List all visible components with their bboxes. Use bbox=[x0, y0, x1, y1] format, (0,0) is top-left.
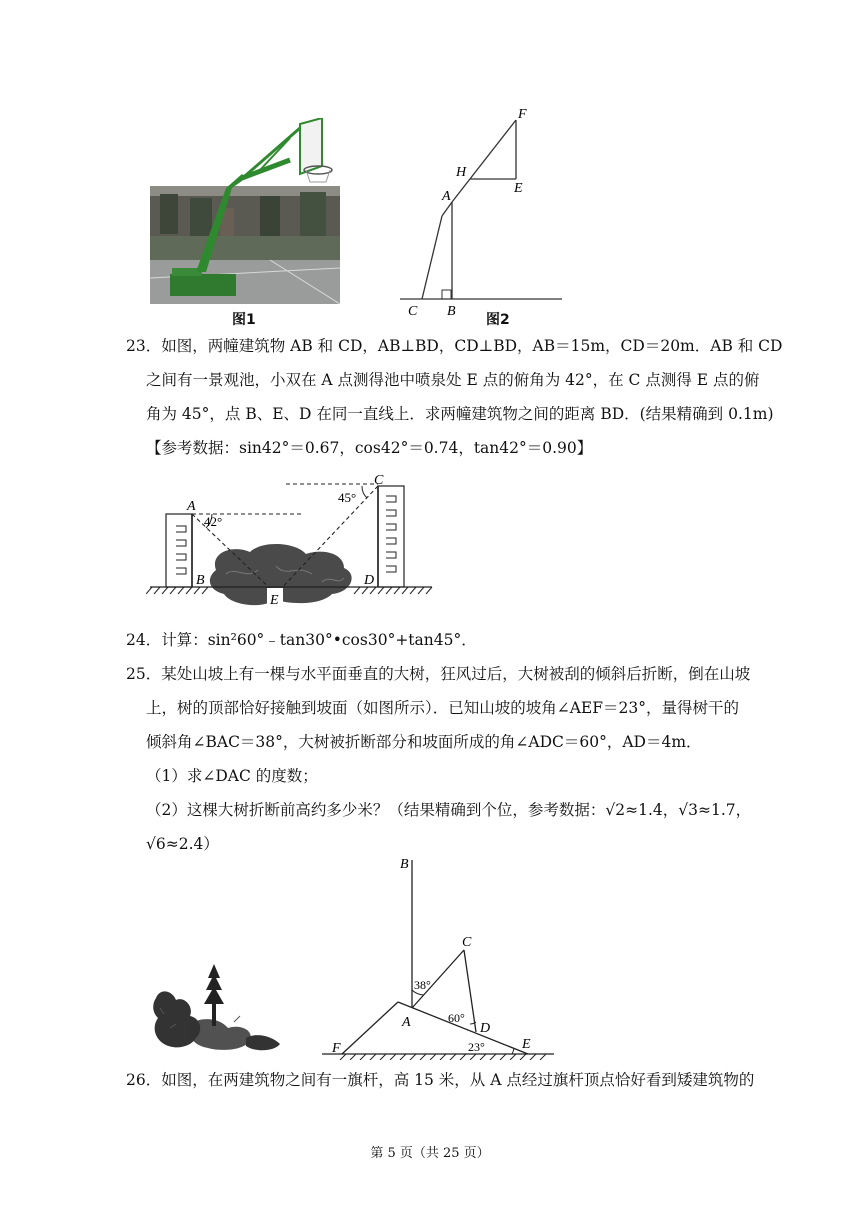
q25-sub-1: （1）求∠DAC 的度数； bbox=[146, 767, 318, 785]
q23-figure bbox=[146, 470, 436, 612]
q25-label-a: A bbox=[402, 1015, 411, 1030]
q25-angle-60: 60° bbox=[448, 1011, 465, 1025]
figure-2-diagram bbox=[396, 100, 566, 320]
q25-label-e: E bbox=[522, 1037, 531, 1052]
basketball-hoop-illustration bbox=[150, 118, 340, 304]
q23-label-a: A bbox=[187, 499, 196, 514]
q23-line-2: 之间有一景观池，小双在 A 点测得池中喷泉处 E 点的俯角为 42°，在 C 点测得 E 点的俯 bbox=[146, 371, 760, 389]
q26-line-1: 26．如图，在两建筑物之间有一旗杆，高 15 米，从 A 点经过旗杆顶点恰好看到矮建筑物的 bbox=[126, 1071, 755, 1089]
q23-label-d: D bbox=[364, 573, 375, 588]
label-h: H bbox=[456, 165, 467, 180]
q23-line-4: 【参考数据：sin42°＝0.67，cos42°＝0.74，tan42°＝0.90】 bbox=[146, 439, 593, 457]
label-b: B bbox=[447, 304, 456, 319]
page-footer: 第 5 页（共 25 页） bbox=[370, 1146, 490, 1161]
label-f: F bbox=[518, 107, 527, 122]
q24-line-1: 24．计算：sin²60°﹣tan30°•cos30°+tan45°． bbox=[126, 631, 477, 649]
q23-angle-42: 42° bbox=[204, 514, 223, 529]
q25-label-f: F bbox=[332, 1041, 341, 1056]
q23-angle-45: 45° bbox=[338, 490, 357, 505]
q23-label-b: B bbox=[196, 573, 205, 588]
label-c: C bbox=[408, 304, 418, 319]
q25-line-2: 上，树的顶部恰好接触到坡面（如图所示）．已知山坡的坡角∠AEF＝23°，量得树干的 bbox=[146, 699, 739, 717]
figure-1-caption: 图1 bbox=[232, 312, 256, 328]
q25-landscape-sketch bbox=[150, 958, 290, 1058]
q23-line-1: 23．如图，两幢建筑物 AB 和 CD，AB⊥BD，CD⊥BD，AB＝15m，CD＝20m．AB 和 CD bbox=[126, 337, 783, 355]
label-a: A bbox=[442, 189, 451, 204]
q23-label-e: E bbox=[270, 593, 279, 608]
q23-line-3: 角为 45°，点 B、E、D 在同一直线上．求两幢建筑物之间的距离 BD．(结果精确到 0.1m) bbox=[146, 405, 774, 423]
q25-sub-2: （2）这棵大树折断前高约多少米？（结果精确到个位，参考数据：√2≈1.4，√3≈1.7， bbox=[146, 801, 752, 819]
q25-figure bbox=[316, 850, 566, 1060]
q23-label-c: C bbox=[374, 473, 384, 488]
q25-label-b: B bbox=[400, 857, 409, 872]
q25-line-1: 25．某处山坡上有一棵与水平面垂直的大树，狂风过后，大树被刮的倾斜后折断，倒在山坡 bbox=[126, 665, 751, 683]
q25-angle-23: 23° bbox=[468, 1040, 485, 1054]
q25-angle-38: 38° bbox=[414, 978, 431, 992]
figure-2-caption: 图2 bbox=[486, 312, 510, 328]
q25-sub-2b: √6≈2.4） bbox=[146, 835, 219, 853]
q25-label-c: C bbox=[462, 935, 472, 950]
label-e: E bbox=[514, 181, 523, 196]
q25-label-d: D bbox=[480, 1021, 491, 1036]
q25-line-3: 倾斜角∠BAC＝38°，大树被折断部分和坡面所成的角∠ADC＝60°，AD＝4m． bbox=[146, 733, 702, 751]
figure-1-photo bbox=[150, 118, 340, 304]
